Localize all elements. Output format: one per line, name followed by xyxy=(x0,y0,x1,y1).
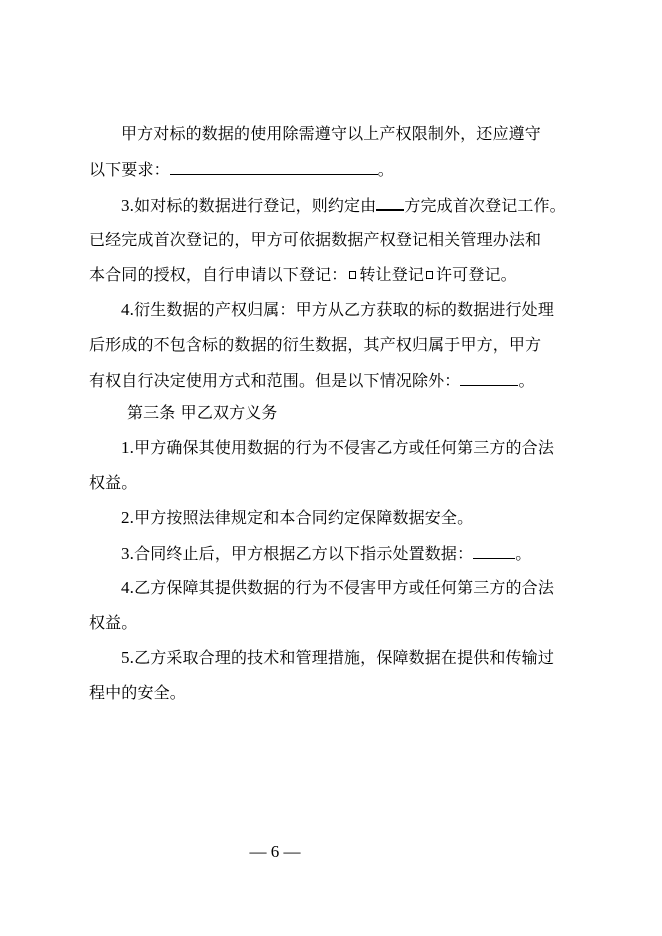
text: 权益。 xyxy=(89,473,138,492)
section-heading xyxy=(127,403,278,423)
text: 甲方确保其使用数据的行为不侵害乙方或任何第三方的合法 xyxy=(134,438,554,457)
item-number: 4. xyxy=(121,300,135,319)
fill-in-blank xyxy=(170,159,378,175)
page-number: — 6 — xyxy=(249,842,301,861)
paragraph-line xyxy=(89,159,394,180)
fill-in-blank xyxy=(473,543,515,559)
paragraph-line xyxy=(89,473,137,493)
checkbox-license-registration xyxy=(426,271,433,279)
fill-in-blank xyxy=(460,370,518,386)
paragraph-line xyxy=(121,194,566,216)
text: 甲方对标的数据的使用除需遵守以上产权限制外，还应遵守 xyxy=(121,124,541,143)
text: 方完成首次登记工作。 xyxy=(404,196,566,215)
period: 。 xyxy=(515,544,532,563)
paragraph-line xyxy=(89,335,541,355)
paragraph-line xyxy=(89,613,137,633)
item-number: 4. xyxy=(121,578,135,597)
text: 如对标的数据进行登记，则约定由 xyxy=(134,196,377,215)
paragraph-line xyxy=(121,438,554,458)
paragraph-line xyxy=(121,508,473,528)
item-number: 1. xyxy=(121,438,135,457)
fill-in-blank xyxy=(376,194,404,211)
text: 以下要求： xyxy=(89,160,170,179)
text: 权益。 xyxy=(89,613,138,632)
paragraph-line xyxy=(89,370,535,391)
paragraph-line xyxy=(121,578,554,598)
paragraph-line xyxy=(89,230,541,250)
text: 乙方保障其提供数据的行为不侵害甲方或任何第三方的合法 xyxy=(134,578,554,597)
checkbox-transfer-registration xyxy=(349,271,356,279)
paragraph-line xyxy=(121,543,531,564)
paragraph-line xyxy=(121,648,554,668)
period: 。 xyxy=(518,371,535,390)
text: 程中的安全。 xyxy=(89,683,186,702)
text: 有权自行决定使用方式和范围。但是以下情况除外： xyxy=(89,371,461,390)
text: 后形成的不包含标的数据的衍生数据，其产权归属于甲方，甲方 xyxy=(89,335,542,354)
text: 已经完成首次登记的，甲方可依据数据产权登记相关管理办法和 xyxy=(89,230,542,249)
item-number: 3. xyxy=(121,544,135,563)
text: 乙方采取合理的技术和管理措施，保障数据在提供和传输过 xyxy=(134,648,554,667)
paragraph-line xyxy=(89,683,186,703)
text: 合同终止后，甲方根据乙方以下指示处置数据： xyxy=(134,544,474,563)
text: 许可登记。 xyxy=(436,265,517,284)
text: 甲方按照法律规定和本合同约定保障数据安全。 xyxy=(134,508,474,527)
paragraph-line xyxy=(121,300,554,320)
item-number: 2. xyxy=(121,508,135,527)
item-number: 3. xyxy=(121,196,135,215)
text: 本合同的授权，自行申请以下登记： xyxy=(89,265,348,284)
text: 衍生数据的产权归属：甲方从乙方获取的标的数据进行处理 xyxy=(134,300,554,319)
paragraph-line xyxy=(121,124,541,144)
text: 转让登记 xyxy=(359,265,425,284)
paragraph-line xyxy=(89,265,517,285)
text: 第三条 甲乙双方义务 xyxy=(127,403,278,422)
period: 。 xyxy=(377,160,394,179)
item-number: 5. xyxy=(121,648,135,667)
